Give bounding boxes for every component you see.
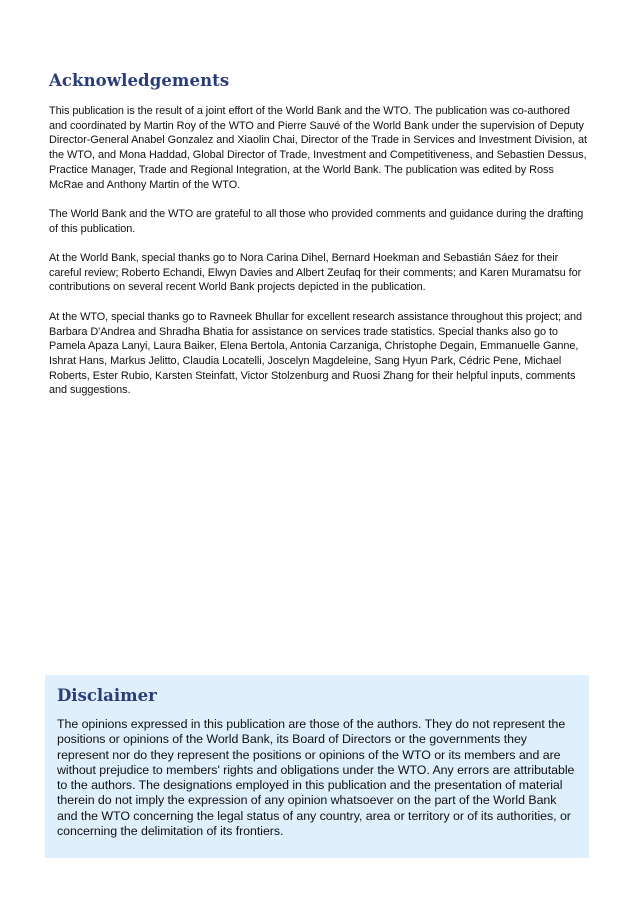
acknowledgements-section (49, 71, 589, 413)
disclaimer-text: The opinions expressed in this publication are those of the authors. They do not represent the positions or opinions of the World Bank, its Board of Directors or the governments they represent nor do they represent the positions or opinions of the WTO or its members and are without prejudice to members' rights and obligations under the WTO. Any errors are attributable to the authors. The designations employed in this publication and the presentation of material therein do not imply the expression of any opinion whatsoever on the part of the World Bank and the WTO concerning the legal status of any country, area or territory or of its authorities, or concerning the delimitation of its frontiers. (57, 717, 575, 839)
acknowledgements-paragraph-world-bank: At the World Bank, special thanks go to Nora Carina Dihel, Bernard Hoekman and Sebastián Sáez for their careful review; Roberto Echandi, Elwyn Davies and Albert Zeufaq for their comments; and Karen Muramatsu for contributions on several recent World Bank projects depicted in the publication. (49, 252, 582, 294)
acknowledgements-paragraph-gratitude: The World Bank and the WTO are grateful to all those who provided comments and guidance during the drafting of this publication. (49, 207, 584, 235)
disclaimer-box (45, 675, 589, 858)
acknowledgements-heading: Acknowledgements (49, 71, 230, 90)
acknowledgements-paragraph-wto: At the WTO, special thanks go to Ravneek Bhullar for excellent research assistance throughout this project; and Barbara D'Andrea and Shradha Bhatia for assistance on services trade statistics. Special thanks also go to Pamela Apaza Lanyi, Laura Baiker, Elena Bertola, Antonia Carzaniga, Christophe Degain, Emmanuelle Ganne, Ishrat Hans, Markus Jelitto, Claudia Locatelli, Joscelyn Magdeleine, Sang Hyun Park, Cédric Pene, Michael Roberts, Ester Rubio, Karsten Steinfatt, Victor Stolzenburg and Ruosi Zhang for their helpful inputs, comments and suggestions. (49, 310, 583, 397)
disclaimer-heading: Disclaimer (57, 686, 157, 705)
acknowledgements-paragraph-authorship: This publication is the result of a joint effort of the World Bank and the WTO. The publication was co-authored and coordinated by Martin Roy of the WTO and Pierre Sauvé of the World Bank under the supervision of Deputy Director-General Anabel Gonzalez and Xiaolin Chai, Director of the Trade in Services and Investment Division, at the WTO, and Mona Haddad, Global Director of Trade, Investment and Competitiveness, and Sebastien Dessus, Practice Manager, Trade and Regional Integration, at the World Bank. The publication was edited by Ross McRae and Anthony Martin of the WTO. (49, 105, 587, 191)
